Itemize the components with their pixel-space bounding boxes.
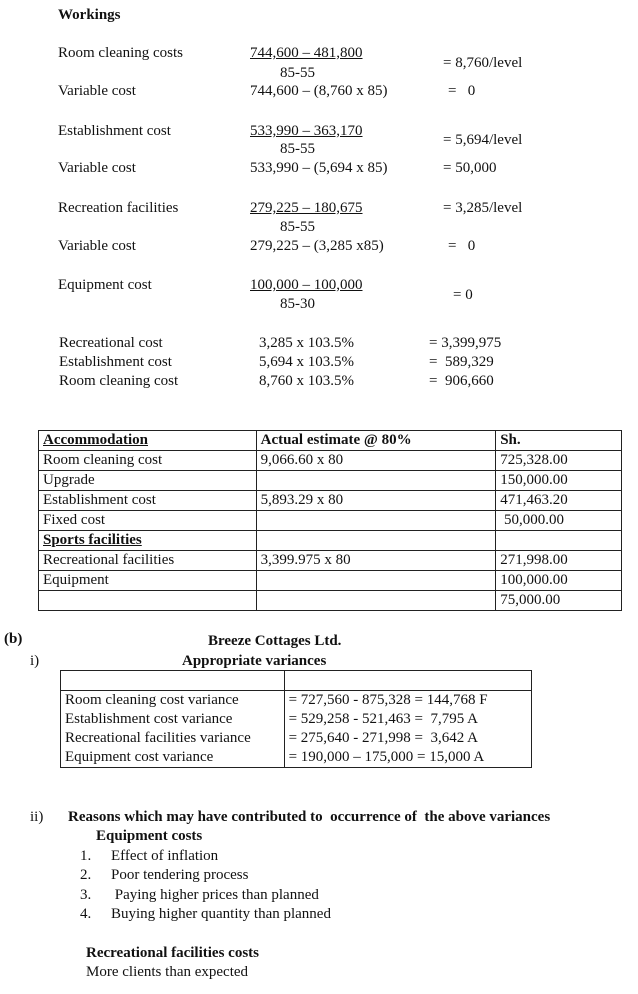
room-variable-label: Variable cost <box>58 83 136 99</box>
reason-number: 1. <box>80 848 92 864</box>
row-calc: 3,399.975 x 80 <box>256 551 496 571</box>
room-cleaning-denominator: 85-55 <box>280 65 315 81</box>
variances-table <box>60 670 532 768</box>
table-row <box>39 491 622 511</box>
row-item: Upgrade <box>39 471 257 491</box>
variance-name: Recreational facilities variance <box>61 729 285 748</box>
recreational-reason: More clients than expected <box>86 964 249 980</box>
recreational-costs-heading: Recreational facilities costs <box>86 945 260 961</box>
row-item: Fixed cost <box>39 511 257 531</box>
table-row <box>61 710 532 729</box>
row-item: Recreational facilities <box>39 551 257 571</box>
estab-variable-expression: 533,990 – (5,694 x 85) <box>250 160 388 176</box>
row-calc: 9,066.60 x 80 <box>256 451 496 471</box>
establishment-result: = 5,694/level <box>443 132 523 148</box>
table-row <box>61 748 532 768</box>
equipment-numerator: 100,000 – 100,000 <box>250 277 363 293</box>
adjusted-label-2: Room cleaning cost <box>59 373 179 389</box>
variance-blank <box>61 671 285 691</box>
estab-variable-result: = 50,000 <box>443 160 497 176</box>
table-row <box>61 691 532 711</box>
workings-title: Workings <box>58 7 121 23</box>
row-amount: 471,463.20 <box>496 491 622 511</box>
recre-variable-result: = 0 <box>448 238 476 254</box>
recre-variable-expression: 279,225 – (3,285 x85) <box>250 238 384 254</box>
section-b-marker: (b) <box>4 631 23 647</box>
table-row <box>39 531 622 551</box>
table-row <box>39 571 622 591</box>
variance-calc: = 275,640 - 271,998 = 3,642 A <box>284 729 531 748</box>
room-variable-expression: 744,600 – (8,760 x 85) <box>250 83 388 99</box>
equipment-costs-heading: Equipment costs <box>96 828 203 844</box>
row-item: Room cleaning cost <box>39 451 257 471</box>
reason-number: 4. <box>80 906 92 922</box>
row-amount: 100,000.00 <box>496 571 622 591</box>
recreation-label: Recreation facilities <box>58 200 179 216</box>
row-calc <box>256 591 496 611</box>
row-item <box>39 591 257 611</box>
establishment-numerator: 533,990 – 363,170 <box>250 123 363 139</box>
adjusted-result-0: = 3,399,975 <box>429 335 502 351</box>
row-amount: 271,998.00 <box>496 551 622 571</box>
establishment-label: Establishment cost <box>58 123 171 139</box>
recreation-denominator: 85-55 <box>280 219 315 235</box>
reasons-heading: Reasons which may have contributed to occurrence of the above variances <box>68 809 551 825</box>
equipment-result: = 0 <box>453 287 473 303</box>
header-accommodation: Accommodation <box>39 431 257 451</box>
establishment-denominator: 85-55 <box>280 141 315 157</box>
sub-ii-marker: ii) <box>30 809 44 825</box>
row-amount <box>496 531 622 551</box>
row-amount: 75,000.00 <box>496 591 622 611</box>
reason-text: Effect of inflation <box>111 848 219 864</box>
table-row <box>39 551 622 571</box>
recreation-result: = 3,285/level <box>443 200 523 216</box>
row-calc <box>256 511 496 531</box>
row-calc: 5,893.29 x 80 <box>256 491 496 511</box>
table-row <box>39 511 622 531</box>
variance-name: Establishment cost variance <box>61 710 285 729</box>
equipment-denominator: 85-30 <box>280 296 315 312</box>
variance-name: Equipment cost variance <box>61 748 285 768</box>
table-row <box>61 671 532 691</box>
header-actual-estimate: Actual estimate @ 80% <box>256 431 496 451</box>
adjusted-result-1: = 589,329 <box>429 354 494 370</box>
table-row <box>39 471 622 491</box>
room-variable-result: = 0 <box>448 83 476 99</box>
adjusted-label-0: Recreational cost <box>59 335 163 351</box>
adjusted-label-1: Establishment cost <box>59 354 172 370</box>
accommodation-table <box>38 430 622 611</box>
table-row <box>39 451 622 471</box>
company-name: Breeze Cottages Ltd. <box>208 633 342 649</box>
reason-text: Paying higher prices than planned <box>111 887 319 903</box>
adjusted-expression-2: 8,760 x 103.5% <box>259 373 354 389</box>
adjusted-result-2: = 906,660 <box>429 373 494 389</box>
recre-variable-label: Variable cost <box>58 238 136 254</box>
room-cleaning-numerator: 744,600 – 481,800 <box>250 45 363 61</box>
row-amount: 725,328.00 <box>496 451 622 471</box>
row-item-section: Sports facilities <box>39 531 257 551</box>
variances-subtitle: Appropriate variances <box>182 653 327 669</box>
header-amount: Sh. <box>496 431 622 451</box>
estab-variable-label: Variable cost <box>58 160 136 176</box>
row-calc <box>256 571 496 591</box>
variance-calc: = 529,258 - 521,463 = 7,795 A <box>284 710 531 729</box>
adjusted-expression-0: 3,285 x 103.5% <box>259 335 354 351</box>
variance-name: Room cleaning cost variance <box>61 691 285 711</box>
reason-number: 3. <box>80 887 92 903</box>
row-item: Establishment cost <box>39 491 257 511</box>
sub-i-marker: i) <box>30 653 40 669</box>
adjusted-expression-1: 5,694 x 103.5% <box>259 354 354 370</box>
variance-calc: = 190,000 – 175,000 = 15,000 A <box>284 748 531 768</box>
recreation-numerator: 279,225 – 180,675 <box>250 200 363 216</box>
room-cleaning-result: = 8,760/level <box>443 55 523 71</box>
table-row <box>61 729 532 748</box>
table-row <box>39 591 622 611</box>
reason-text: Buying higher quantity than planned <box>111 906 331 922</box>
row-calc <box>256 471 496 491</box>
row-item: Equipment <box>39 571 257 591</box>
row-amount: 50,000.00 <box>496 511 622 531</box>
row-calc <box>256 531 496 551</box>
table-header-row <box>39 431 622 451</box>
reason-text: Poor tendering process <box>111 867 249 883</box>
room-cleaning-label: Room cleaning costs <box>58 45 183 61</box>
reason-number: 2. <box>80 867 92 883</box>
equipment-label: Equipment cost <box>58 277 152 293</box>
variance-blank <box>284 671 531 691</box>
row-amount: 150,000.00 <box>496 471 622 491</box>
variance-calc: = 727,560 - 875,328 = 144,768 F <box>284 691 531 711</box>
